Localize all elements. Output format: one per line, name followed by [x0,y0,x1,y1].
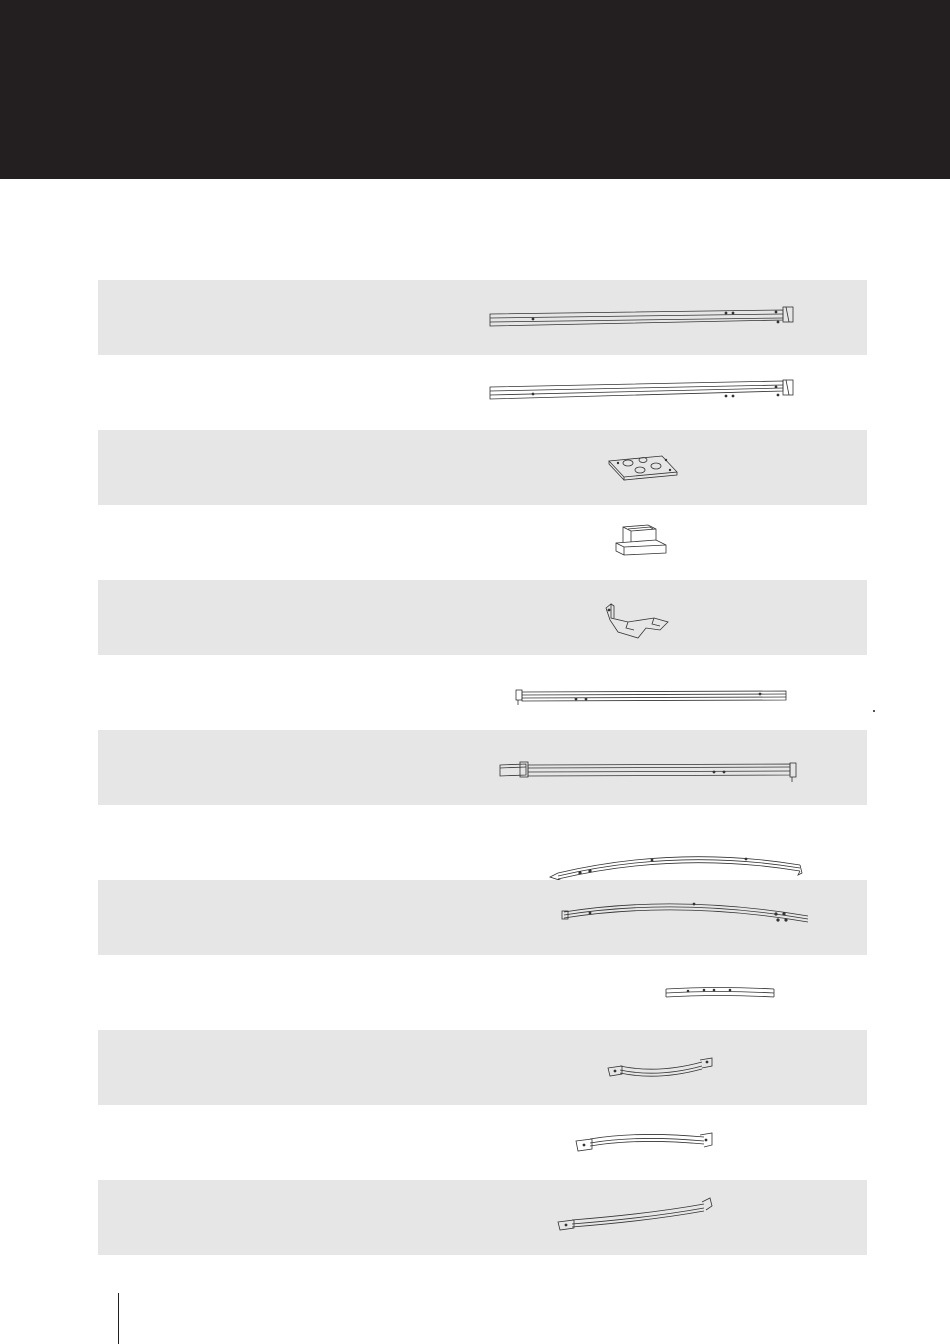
stray-mark [873,710,875,712]
part-row [98,505,867,580]
angle-bracket-icon [478,580,867,655]
part-row [98,580,867,655]
part-row [98,1105,867,1180]
parts-table [98,280,867,1255]
part-row [98,730,867,805]
curved-tube-icon [478,805,867,880]
curved-brace-icon [478,1105,867,1180]
long-straight-tube-icon [478,355,867,430]
straight-tube-icon [478,655,867,730]
curved-tube-icon [478,880,867,955]
part-row [98,655,867,730]
long-straight-tube-icon [478,280,867,355]
curved-brace-icon [478,1180,867,1255]
part-row [98,280,867,355]
page-rule [118,1293,119,1344]
base-plate-icon [478,430,867,505]
telescoping-tube-icon [478,730,867,805]
part-row [98,805,867,880]
part-row [98,955,867,1030]
part-row [98,355,867,430]
curved-brace-icon [478,1030,867,1105]
short-curved-tube-icon [478,955,867,1030]
part-row [98,1030,867,1105]
part-row [98,880,867,955]
header-band [0,0,950,179]
part-row [98,430,867,505]
part-row [98,1180,867,1255]
tube-socket-icon [478,505,867,580]
